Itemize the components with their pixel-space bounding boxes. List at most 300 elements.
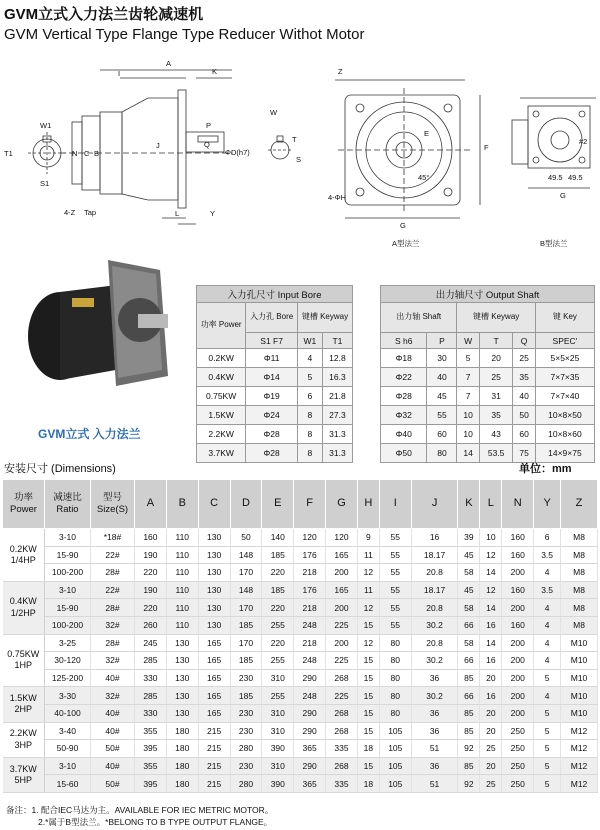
dimension-cell: 25 [480,775,502,793]
dimension-cell: 200 [502,704,534,722]
dimensions-table [2,479,598,793]
dimension-cell: 11 [357,581,379,599]
dimension-cell: 5 [534,740,561,758]
dimension-cell: 30-120 [45,652,91,670]
dimension-cell: 230 [230,722,262,740]
dimension-cell: 185 [230,687,262,705]
dimension-row [3,529,598,547]
dimension-row [3,652,598,670]
input-bore-cell: 21.8 [322,387,352,406]
dimension-cell: M8 [561,581,598,599]
svg-text:B: B [94,149,100,158]
dimension-cell: 130 [166,687,198,705]
dimension-cell: 12 [357,564,379,582]
dimension-cell: 268 [326,757,358,775]
dimension-cell: 32# [91,687,135,705]
dimension-cell: 18 [357,775,379,793]
dimension-cell: 18 [357,740,379,758]
power-cell: 0.4KW 1/2HP [3,581,45,634]
product-photo [20,256,170,401]
dimension-cell: 58 [458,599,480,617]
dimension-cell: *18# [91,529,135,547]
dimension-cell: 215 [198,740,230,758]
dimension-cell: 10 [480,529,502,547]
dimension-cell: 215 [198,775,230,793]
dimension-cell: 165 [198,634,230,652]
output-shaft-cell: 35 [513,368,536,387]
svg-text:ΦD(h7): ΦD(h7) [225,148,250,157]
svg-text:C: C [84,149,90,158]
dimension-cell: 250 [502,757,534,775]
col-keyway-out: 键槽 Keyway [457,303,535,333]
sub-w: W [457,333,479,349]
dimensions-title: 安装尺寸 (Dimensions) [4,463,116,475]
dimension-row [3,704,598,722]
dimension-cell: 30.2 [411,652,458,670]
input-bore-cell: Φ14 [246,368,298,387]
sub-q: Q [513,333,536,349]
dimension-cell: 110 [166,616,198,634]
dimension-cell: 130 [166,669,198,687]
dimension-cell: 39 [458,529,480,547]
output-shaft-cell: Φ50 [381,444,427,463]
dimension-cell: 365 [294,740,326,758]
dimension-cell: 160 [135,529,167,547]
dimension-cell: 80 [379,687,411,705]
output-shaft-row [381,368,595,387]
dimension-cell: 105 [379,740,411,758]
dimension-cell: 3-40 [45,722,91,740]
dimension-cell: 55 [379,529,411,547]
header-dim-y: Y [534,480,561,529]
dimension-cell: 170 [230,564,262,582]
svg-text:G: G [560,191,566,200]
dimension-cell: M8 [561,564,598,582]
dimension-row [3,616,598,634]
dimension-cell: 85 [458,669,480,687]
dimension-cell: 15-90 [45,546,91,564]
sub-s: S h6 [381,333,427,349]
dimension-cell: 25 [480,740,502,758]
dimension-cell: 36 [411,722,458,740]
dimension-cell: 190 [135,546,167,564]
dimension-cell: 58 [458,564,480,582]
dimension-cell: 110 [166,581,198,599]
header-dim-j: J [411,480,458,529]
dimension-cell: 22# [91,581,135,599]
power-group [3,634,598,687]
dimension-cell: 160 [502,581,534,599]
dimension-cell: 100-200 [45,564,91,582]
output-shaft-cell: 10 [457,406,479,425]
svg-text:B型法兰: B型法兰 [540,239,568,248]
svg-text:J: J [156,141,160,150]
dimension-cell: 58 [458,634,480,652]
dimension-cell: 3-10 [45,581,91,599]
output-shaft-cell: 25 [513,349,536,368]
dimension-cell: 50 [230,529,262,547]
input-bore-cell: Φ24 [246,406,298,425]
dimension-cell: 220 [262,564,294,582]
dimension-row [3,546,598,564]
output-shaft-cell: 7×7×35 [535,368,594,387]
dimension-cell: M10 [561,669,598,687]
dimension-cell: 200 [502,634,534,652]
svg-text:K: K [212,67,218,76]
output-shaft-cell: Φ22 [381,368,427,387]
dimension-cell: 20.8 [411,634,458,652]
svg-text:Y: Y [210,209,216,218]
dimension-cell: 255 [262,652,294,670]
dimension-cell: 225 [326,652,358,670]
output-shaft-cell: 25 [479,368,512,387]
dimension-cell: 248 [294,687,326,705]
svg-text:4-ΦH: 4-ΦH [328,193,347,202]
dimension-cell: 165 [326,546,358,564]
dimension-cell: 310 [262,757,294,775]
dimension-cell: 15-60 [45,775,91,793]
dimension-cell: 40-100 [45,704,91,722]
dimension-cell: 105 [379,775,411,793]
dimension-cell: 110 [166,546,198,564]
dimension-cell: 36 [411,757,458,775]
dimension-cell: 4 [534,652,561,670]
dimension-cell: M12 [561,757,598,775]
svg-text:49.5: 49.5 [548,173,563,182]
dimension-cell: 218 [294,599,326,617]
output-shaft-cell: Φ32 [381,406,427,425]
dimension-cell: 245 [135,634,167,652]
dimension-cell: 20 [480,757,502,775]
input-bore-cell: Φ11 [246,349,298,368]
dimension-cell: 185 [262,581,294,599]
dimension-cell: M10 [561,704,598,722]
svg-text:#2: #2 [579,137,588,146]
dimension-cell: 55 [379,616,411,634]
svg-text:S1: S1 [40,179,50,188]
dimension-cell: 3-10 [45,529,91,547]
dimension-cell: 225 [326,616,358,634]
note-2: 2.*属于B型法兰。*BELONG TO B TYPE OUTPUT FLANGE。 [38,817,273,827]
dimension-cell: 260 [135,616,167,634]
dimension-cell: 40# [91,722,135,740]
input-bore-cell: 8 [297,444,322,463]
dimension-cell: 9 [357,529,379,547]
output-shaft-cell: 53.5 [479,444,512,463]
dimension-cell: 16 [480,652,502,670]
dimension-cell: 215 [198,722,230,740]
svg-text:W: W [270,108,278,117]
dimension-row [3,740,598,758]
dimension-row [3,634,598,652]
svg-text:W1: W1 [40,121,52,130]
dimension-cell: 51 [411,740,458,758]
power-group [3,687,598,722]
dimension-cell: 130 [198,581,230,599]
dimension-cell: 268 [326,704,358,722]
dimension-cell: 14 [480,634,502,652]
technical-drawings [0,50,600,250]
input-bore-title: 入力孔尺寸 Input Bore [197,286,353,303]
dimension-cell: 80 [379,704,411,722]
sub-w1: W1 [297,333,322,349]
dimension-cell: 330 [135,704,167,722]
dimension-cell: 85 [458,757,480,775]
header-dim-f: F [294,480,326,529]
dimension-row [3,722,598,740]
power-cell: 3.7KW 5HP [3,757,45,792]
input-bore-cell: 8 [297,425,322,444]
sub-spec: SPEC' [535,333,594,349]
output-shaft-cell: Φ28 [381,387,427,406]
dimension-cell: 14 [480,599,502,617]
output-shaft-cell: Φ18 [381,349,427,368]
dimension-cell: 248 [294,616,326,634]
dimension-cell: 248 [294,652,326,670]
dimension-cell: 30.2 [411,616,458,634]
output-shaft-cell: 45 [427,387,457,406]
output-shaft-cell: 5×5×25 [535,349,594,368]
input-bore-cell: Φ19 [246,387,298,406]
dimension-cell: 200 [502,599,534,617]
output-shaft-cell: 10×8×60 [535,425,594,444]
dimension-cell: 32# [91,652,135,670]
dimension-cell: 5 [534,722,561,740]
dimension-cell: 220 [262,634,294,652]
header-dim-z: Z [561,480,598,529]
dimension-cell: 4 [534,599,561,617]
header-ratio: 减速比 Ratio [45,480,91,529]
dimension-cell: 4 [534,634,561,652]
output-shaft-cell: 14×9×75 [535,444,594,463]
dimension-cell: 200 [502,669,534,687]
dimension-cell: 268 [326,669,358,687]
dimension-cell: 255 [262,616,294,634]
dimension-cell: 130 [198,546,230,564]
dimension-cell: 11 [357,546,379,564]
sub-t1: T1 [322,333,352,349]
dimension-cell: 20.8 [411,564,458,582]
dimension-cell: 20 [480,722,502,740]
output-shaft-cell: 10 [457,425,479,444]
dimension-cell: 125-200 [45,669,91,687]
dimension-row [3,669,598,687]
dimension-cell: 335 [326,775,358,793]
dimension-cell: 40# [91,669,135,687]
power-group [3,757,598,792]
output-shaft-cell: 5 [457,349,479,368]
dimension-cell: 120 [326,529,358,547]
output-shaft-cell: 35 [479,406,512,425]
dimension-cell: 30.2 [411,687,458,705]
dimension-cell: 85 [458,722,480,740]
dimension-cell: M10 [561,687,598,705]
dimension-cell: 80 [379,634,411,652]
dimension-cell: M8 [561,529,598,547]
dimension-cell: 55 [379,581,411,599]
dimension-cell: 15 [357,669,379,687]
dimension-cell: 200 [326,599,358,617]
dimension-cell: 12 [480,546,502,564]
output-shaft-row [381,387,595,406]
dimension-cell: 180 [166,722,198,740]
input-bore-cell: 8 [297,406,322,425]
dimension-cell: 50-90 [45,740,91,758]
dimension-cell: 176 [294,581,326,599]
dimension-cell: 45 [458,581,480,599]
dimension-cell: 80 [379,652,411,670]
dimension-cell: 250 [502,775,534,793]
dimension-row [3,564,598,582]
dimension-cell: 15 [357,616,379,634]
input-bore-cell: 6 [297,387,322,406]
dimension-cell: 165 [198,687,230,705]
dimension-cell: 220 [135,564,167,582]
dimension-cell: 200 [502,564,534,582]
dimension-cell: 16 [480,616,502,634]
sub-s1: S1 F7 [246,333,298,349]
dimension-cell: 390 [262,740,294,758]
dimension-cell: 5 [534,775,561,793]
dimension-cell: 180 [166,757,198,775]
dimension-cell: 190 [135,581,167,599]
dimension-cell: 180 [166,740,198,758]
dimension-cell: 15 [357,704,379,722]
dimension-cell: 105 [379,757,411,775]
dimension-row [3,581,598,599]
dimension-cell: 310 [262,722,294,740]
input-bore-cell: Φ28 [246,444,298,463]
dimension-cell: 160 [502,616,534,634]
input-bore-cell: 0.2KW [197,349,246,368]
output-shaft-cell: 75 [513,444,536,463]
dimension-cell: 285 [135,687,167,705]
header-dim-e: E [262,480,294,529]
dimension-cell: M12 [561,722,598,740]
dimension-cell: 218 [294,634,326,652]
note-1: 备注：1. 配合IEC马达为主。AVAILABLE FOR IEC METRIC MOTOR。 [6,805,274,815]
output-shaft-table [380,285,595,463]
input-bore-cell: 0.4KW [197,368,246,387]
dimension-cell: 290 [294,757,326,775]
dimension-cell: 225 [326,687,358,705]
svg-text:L: L [175,209,180,218]
dimension-cell: M8 [561,616,598,634]
input-bore-cell: 16.3 [322,368,352,387]
dimension-cell: 28# [91,599,135,617]
dimension-row [3,775,598,793]
input-bore-row [197,406,353,425]
header-dim-g: G [326,480,358,529]
input-bore-cell: 2.2KW [197,425,246,444]
dimension-cell: 180 [166,775,198,793]
dimension-cell: 110 [166,529,198,547]
col-power: 功率 Power [197,303,246,349]
dimension-cell: 130 [198,599,230,617]
dimension-cell: 200 [502,687,534,705]
dimension-cell: 200 [502,652,534,670]
svg-text:F: F [484,143,489,152]
title-chinese: GVM立式入力法兰齿轮减速机 [4,6,204,23]
dimension-cell: 3.5 [534,546,561,564]
output-shaft-cell: 60 [427,425,457,444]
output-shaft-cell: 80 [427,444,457,463]
output-shaft-cell: 40 [427,368,457,387]
dimension-cell: M12 [561,740,598,758]
input-bore-cell: 31.3 [322,444,352,463]
svg-text:Tap: Tap [84,208,97,217]
dimension-cell: 28# [91,634,135,652]
output-shaft-cell: 55 [427,406,457,425]
power-cell: 1.5KW 2HP [3,687,45,722]
dimension-cell: 170 [230,634,262,652]
dimension-cell: 20 [480,669,502,687]
power-group [3,722,598,757]
dimension-cell: 36 [411,704,458,722]
input-bore-cell: 5 [297,368,322,387]
svg-text:49.5: 49.5 [568,173,583,182]
dimension-cell: 20.8 [411,599,458,617]
dimension-cell: 335 [326,740,358,758]
sub-p: P [427,333,457,349]
dimension-cell: 185 [230,616,262,634]
dimension-cell: 12 [357,634,379,652]
dimension-cell: 15 [357,652,379,670]
header-dim-h: H [357,480,379,529]
svg-text:P: P [206,121,212,130]
dimension-cell: 12 [480,581,502,599]
dimension-cell: 55 [379,564,411,582]
svg-text:T1: T1 [4,149,13,158]
dimension-cell: 36 [411,669,458,687]
dimension-row [3,599,598,617]
output-shaft-cell: 10×8×50 [535,406,594,425]
dimension-cell: 280 [230,740,262,758]
svg-text:45°: 45° [418,173,430,182]
dimension-cell: 66 [458,687,480,705]
output-shaft-cell: 7×7×40 [535,387,594,406]
dimension-cell: 215 [198,757,230,775]
dimension-cell: 330 [135,669,167,687]
dimension-row [3,687,598,705]
dimension-cell: M10 [561,652,598,670]
col-key: 键 Key [535,303,594,333]
dimension-cell: 230 [230,704,262,722]
dimension-cell: 160 [502,529,534,547]
output-shaft-row [381,349,595,368]
dimension-cell: 15 [357,687,379,705]
dimension-cell: 4 [534,616,561,634]
dimension-cell: 28# [91,564,135,582]
output-shaft-cell: 7 [457,368,479,387]
input-bore-cell: 27.3 [322,406,352,425]
dimension-cell: 100-200 [45,616,91,634]
dimension-cell: 66 [458,652,480,670]
dimension-cell: 290 [294,669,326,687]
dimension-cell: 15-90 [45,599,91,617]
output-shaft-title: 出力轴尺寸 Output Shaft [381,286,595,303]
output-shaft-cell: 7 [457,387,479,406]
dimension-cell: 4 [534,564,561,582]
dimension-cell: 170 [230,599,262,617]
output-shaft-row [381,425,595,444]
power-group [3,581,598,634]
power-cell: 0.75KW 1HP [3,634,45,687]
dimension-cell: 5 [534,669,561,687]
dimension-cell: 3-25 [45,634,91,652]
output-shaft-row [381,406,595,425]
dimension-cell: 165 [326,581,358,599]
